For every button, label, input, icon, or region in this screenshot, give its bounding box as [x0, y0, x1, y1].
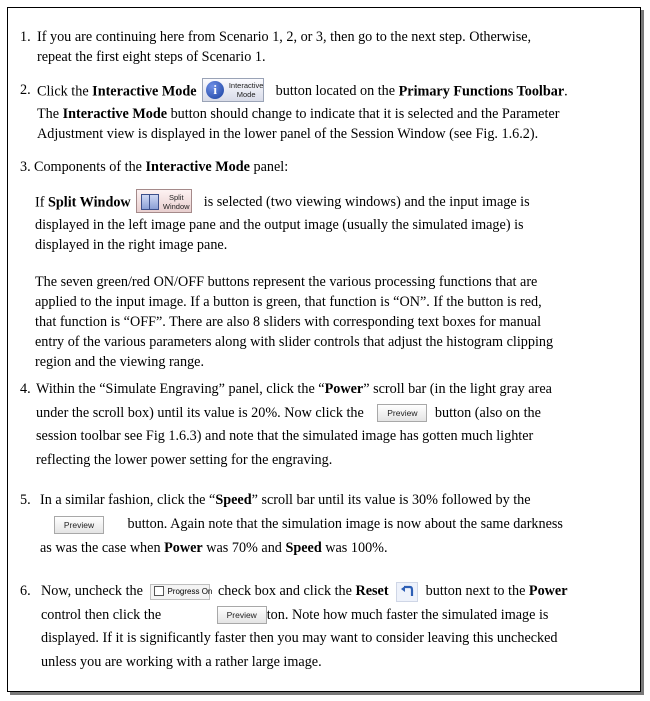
step-text: button. Again note that the simulation image is now about the same darkness [127, 516, 563, 532]
step-text: control then click the [41, 606, 162, 623]
preview-button[interactable]: Preview [377, 404, 427, 422]
step-text-bold: Reset [355, 583, 389, 599]
preview-button[interactable]: Preview [54, 516, 104, 534]
step-text: displayed in the left image pane and the output image (usually the simulated image) is [35, 217, 524, 233]
step-number: 6. [20, 583, 31, 599]
step-text: button should change to indicate that it is selected and the Parameter [167, 106, 560, 122]
checkbox-box[interactable] [154, 586, 164, 596]
step-text-bold: Power [528, 583, 568, 599]
step-text: The seven green/red ON/OFF buttons represent the various processing functions that are [35, 274, 538, 290]
info-icon: i [206, 81, 224, 99]
step-text-bold: Split Window [48, 194, 131, 211]
split-window-icon [141, 194, 159, 210]
interactive-mode-button[interactable] [202, 78, 264, 102]
step-number: 5. [20, 492, 31, 508]
step-text-bold: Interactive Mode [145, 159, 250, 175]
step-text: as was the case when [40, 540, 165, 556]
step-text-bold: Interactive Mode [62, 106, 168, 122]
step-text: ton. Note how much faster the simulated image is [266, 606, 549, 623]
step-text-bold: Speed [215, 492, 252, 508]
button-label: Split [168, 193, 184, 202]
step-text-bold: Speed [285, 540, 322, 556]
button-label: Interactive [228, 81, 264, 90]
step-text: session toolbar see Fig 1.6.3) and note that the simulated image has gotten much lighter [36, 428, 534, 444]
split-window-button[interactable] [136, 189, 192, 213]
progress-on-checkbox[interactable] [150, 584, 213, 600]
step-text: region and the viewing range. [35, 354, 205, 370]
step-number: 1. [20, 29, 31, 45]
step-text: Click the [37, 83, 93, 100]
step-text: Within the “Simulate Engraving” panel, click the “ [36, 381, 325, 397]
step-text: under the scroll box) until its value is 20%. Now click the [36, 404, 364, 421]
step-text: button (also on the [434, 404, 541, 421]
step-text: Components of the [34, 159, 146, 175]
step-text: Adjustment view is displayed in the lower panel of the Session Window (see Fig. 1.6.2). [37, 126, 539, 142]
step-text: unless you are working with a rather large image. [41, 653, 322, 670]
checkbox-label: Progress On [167, 586, 213, 596]
step-text-bold: Power [324, 381, 364, 397]
step-text: was 70% and [202, 540, 286, 556]
step-number: 3. [20, 159, 31, 175]
step-number: 2. [20, 82, 31, 98]
reset-button[interactable] [396, 582, 418, 602]
step-text: applied to the input image. If a button is green, that function is “ON”. If the button is red, [35, 294, 542, 310]
step-text: check box and click the [218, 583, 356, 599]
step-text: panel: [249, 159, 289, 175]
step-text: is selected (two viewing windows) and the input image is [203, 194, 530, 211]
step-text: entry of the various parameters along with slider controls that adjust the histogram clipping [35, 334, 554, 350]
preview-button[interactable]: Preview [217, 606, 267, 624]
step-text: button located on the [275, 83, 399, 100]
step-number: 4. [20, 381, 31, 397]
step-text: ” scroll bar until its value is 30% followed by the [251, 492, 531, 508]
step-text: Now, uncheck the [41, 583, 143, 599]
button-label: Mode [236, 90, 256, 99]
step-text-bold: Primary Functions Toolbar [398, 83, 565, 100]
step-text: repeat the first eight steps of Scenario 1. [37, 49, 266, 65]
step-text: reflecting the lower power setting for the engraving. [36, 451, 333, 468]
step-text: ” scroll bar (in the light gray area [363, 381, 552, 397]
step-text: In a similar fashion, click the “ [40, 492, 216, 508]
step-text: . [564, 83, 568, 100]
reset-arrow-icon [400, 585, 414, 599]
step-text: button next to the [425, 583, 529, 599]
step-text-bold: Power [164, 540, 203, 556]
step-text: If [35, 194, 48, 211]
step-text: If you are continuing here from Scenario 1, 2, or 3, then go to the next step. Otherwise, [37, 29, 532, 45]
step-text: displayed. If it is significantly faster then you may want to consider leaving this unchecked [41, 630, 558, 646]
button-label: Window [162, 202, 190, 211]
step-text: The [37, 106, 63, 122]
step-text: was 100%. [321, 540, 388, 556]
step-text: that function is “OFF”. There are also 8 sliders with corresponding text boxes for manual [35, 314, 542, 330]
step-text-bold: Interactive Mode [92, 83, 197, 100]
step-text: displayed in the right image pane. [35, 237, 228, 253]
